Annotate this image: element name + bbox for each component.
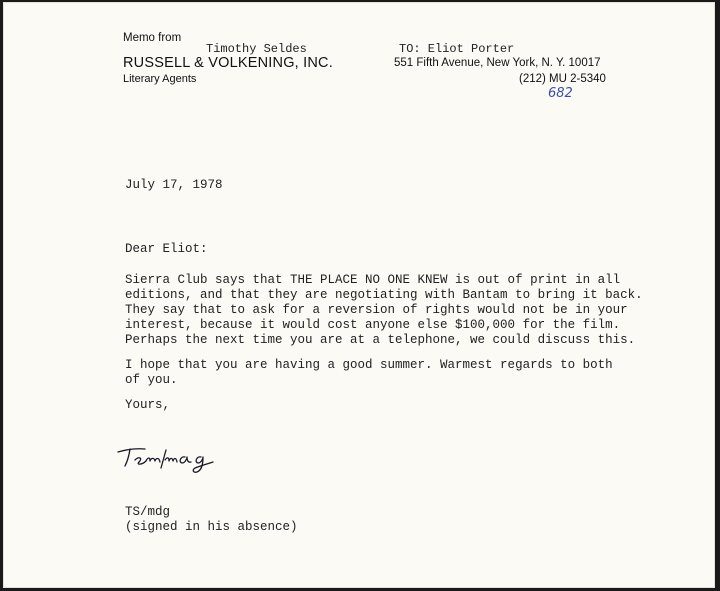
company-name: RUSSELL & VOLKENING, INC. — [123, 55, 333, 71]
handwritten-signature — [115, 438, 245, 478]
salutation: Dear Eliot: — [125, 242, 208, 256]
memo-from-label: Memo from — [123, 32, 182, 44]
sender-name: Timothy Seldes — [206, 42, 307, 56]
signature-note: (signed in his absence) — [125, 520, 298, 534]
company-phone: (212) MU 2-5340 — [519, 73, 606, 85]
body-paragraph-1: Sierra Club says that THE PLACE NO ONE KNEW is out of print in all editions, and that they are negotiating with Bantam to bring it back. They say that to ask for a reversion of rights would not be in your interest, because it would cost anyone else $100,000 for the film. Perhaps the next time you are at a telephone, we could discuss this. — [125, 273, 643, 347]
typist-initials: TS/mdg — [125, 505, 171, 519]
company-subtitle: Literary Agents — [123, 73, 197, 85]
letter-date: July 17, 1978 — [125, 178, 223, 192]
company-address: 551 Fifth Avenue, New York, N. Y. 10017 — [394, 57, 601, 69]
closing: Yours, — [125, 398, 171, 412]
letter-page — [3, 2, 715, 588]
handwritten-number: 682 — [548, 86, 573, 101]
body-paragraph-2: I hope that you are having a good summer. Warmest regards to both of you. — [125, 358, 613, 387]
recipient-line: TO: Eliot Porter — [399, 42, 515, 56]
